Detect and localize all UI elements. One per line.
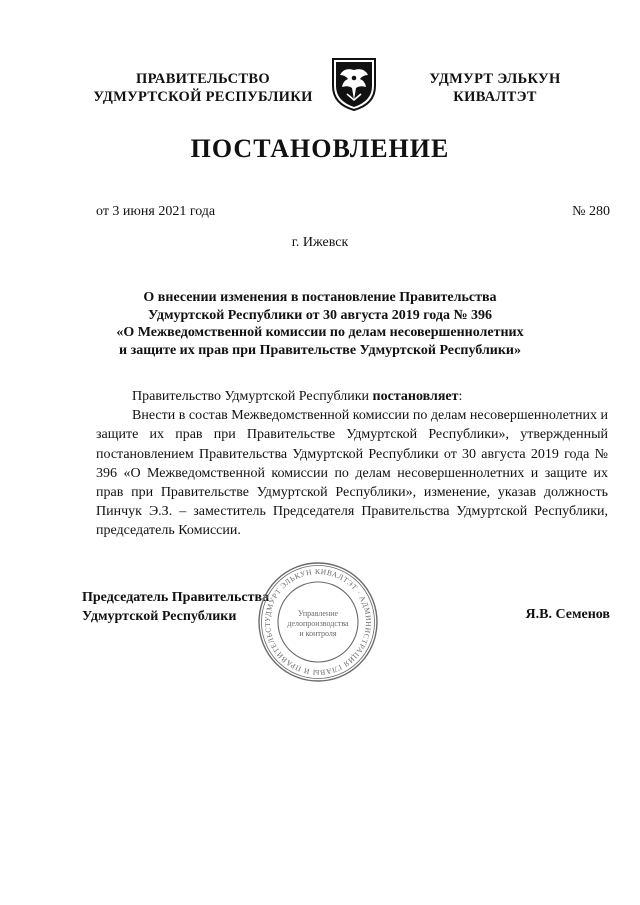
- decree-paragraph: Внести в состав Межведомственной комиссии по делам несовершеннолетних и защите их прав при Правительстве Удмуртской Республики», утвержденный постановлением Правительства Удмуртской Республики от 30 августа 2019 года № 396 «О Межведомственной комиссии по делам несовершеннолетних и защите их прав при Правительстве Удмуртской Республики», изменение, указав должность Пинчук Э.З. – заместитель Председателя Правительства Удмуртской Республики, председатель Комиссии.: [96, 408, 608, 539]
- document-body: [96, 387, 608, 541]
- official-stamp: [256, 560, 380, 684]
- decree-verb: постановляет: [372, 389, 459, 404]
- government-name-line2: УДМУРТСКОЙ РЕСПУБЛИКИ: [93, 89, 313, 105]
- stamp-inner-line: делопроизводства: [287, 619, 349, 628]
- government-name-russian: [78, 70, 328, 106]
- signatory-name: Я.В. Семенов: [525, 607, 610, 622]
- government-name-udmurt-line2: КИВАЛТЭТ: [453, 89, 537, 105]
- document-subject: [100, 289, 540, 359]
- document-date: от 3 июня 2021 года: [96, 204, 216, 219]
- subject-line: и защите их прав при Правительстве Удмуртской Республики»: [119, 342, 521, 358]
- subject-line: Удмуртской Республики от 30 августа 2019 года № 396: [147, 307, 493, 323]
- decree-intro-colon: :: [458, 389, 463, 404]
- document-title: ПОСТАНОВЛЕНИЕ: [190, 134, 450, 163]
- government-name-udmurt: [405, 70, 585, 106]
- government-name-line1: ПРАВИТЕЛЬСТВО: [136, 71, 270, 87]
- decree-intro-text: Правительство Удмуртской Республики: [132, 389, 373, 404]
- signatory-position-line2: Удмуртской Республики: [82, 608, 237, 624]
- stamp-inner-line: Управление: [297, 609, 339, 618]
- decree-intro: [96, 387, 608, 406]
- signatory-position-line1: Председатель Правительства: [82, 590, 270, 605]
- udmurt-emblem-icon: [329, 56, 379, 112]
- signatory-position: [82, 589, 269, 626]
- document-city: г. Ижевск: [291, 235, 349, 250]
- subject-line: О внесении изменения в постановление Правительства: [143, 290, 497, 305]
- government-name-udmurt-line1: УДМУРТ ЭЛЬКУН: [429, 71, 561, 87]
- subject-line: «О Межведомственной комиссии по делам несовершеннолетних: [116, 325, 524, 340]
- document-number: № 280: [572, 204, 610, 219]
- stamp-ring-text: УДМУРТ ЭЛЬКУН КИВАЛТЭТ · АДМИНИСТРАЦИЯ ГЛАВЫ И ПРАВИТЕЛЬСТ: [262, 566, 374, 678]
- stamp-inner-line: и контроля: [299, 629, 337, 638]
